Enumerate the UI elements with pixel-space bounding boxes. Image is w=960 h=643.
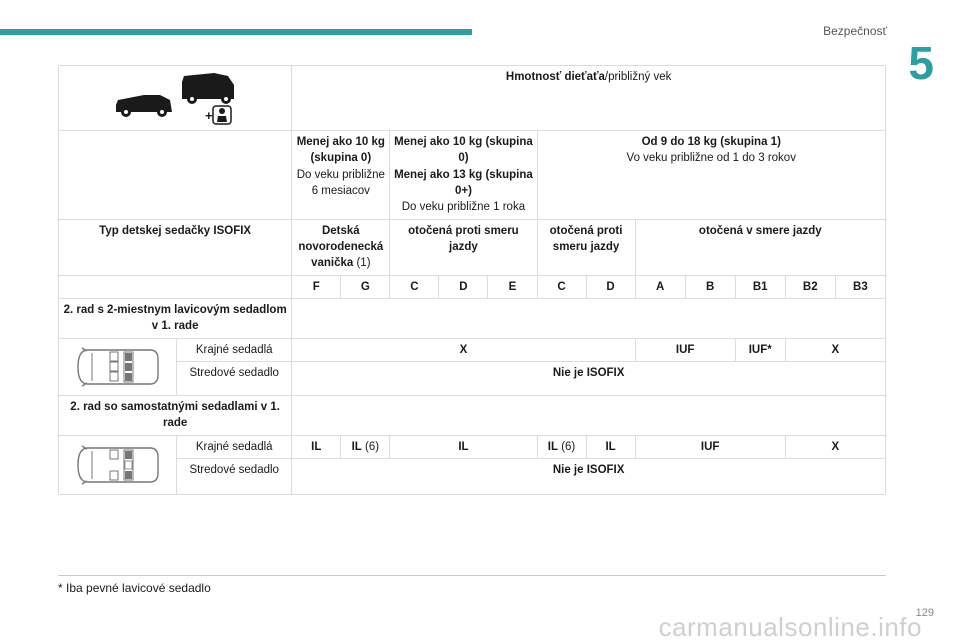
cell-value: X xyxy=(785,338,885,361)
cell-value: IUF* xyxy=(735,338,785,361)
page-number: 129 xyxy=(915,607,934,619)
type-forward-facing: otočená v smere jazdy xyxy=(635,219,885,275)
footnote-divider xyxy=(58,575,886,576)
size-class: B xyxy=(685,275,735,298)
group-0: Menej ako 10 kg (skupina 0) Do veku približne 6 mesiacov xyxy=(292,131,390,220)
cell-value: IL (6) xyxy=(537,435,586,458)
chapter-number: 5 xyxy=(908,37,934,89)
middle-seat-label: Stredové sedadlo xyxy=(177,458,292,494)
middle-seat-label: Stredové sedadlo xyxy=(177,361,292,395)
size-class: D xyxy=(439,275,488,298)
size-class: C xyxy=(537,275,586,298)
size-class-row xyxy=(59,275,886,298)
cell-value: X xyxy=(785,435,885,458)
cell-value: IL xyxy=(292,435,341,458)
size-class: B2 xyxy=(785,275,835,298)
vehicles-child-icon xyxy=(110,70,240,126)
section-row-individual xyxy=(59,395,886,435)
table-header-row xyxy=(59,66,886,131)
seat-type-row xyxy=(59,219,886,275)
cell-value: IL (6) xyxy=(341,435,390,458)
watermark: carmanualsonline.info xyxy=(658,612,922,642)
section-title-bench: 2. rad s 2-miestnym lavicovým sedadlom v 1. rade xyxy=(59,298,292,338)
van-top-view-bench-icon xyxy=(74,345,162,389)
size-class: F xyxy=(292,275,341,298)
section-title: Bezpečnosť xyxy=(823,24,887,38)
weight-age-header: Hmotnosť dieťaťa/približný vek xyxy=(292,66,886,131)
size-class: C xyxy=(390,275,439,298)
section-title-individual: 2. rad so samostatnými sedadlami v 1. rade xyxy=(59,395,292,435)
cell-value: IUF xyxy=(635,338,735,361)
cell-value: IL xyxy=(390,435,537,458)
cell-value: Nie je ISOFIX xyxy=(292,361,886,395)
chapter-accent-bar xyxy=(0,29,472,35)
size-class: B3 xyxy=(835,275,885,298)
svg-text:+: + xyxy=(205,108,213,123)
seat-type-label: Typ detskej sedačky ISOFIX xyxy=(59,219,292,275)
size-class: B1 xyxy=(735,275,785,298)
middle-seat-row-individual xyxy=(59,458,886,494)
type-rear-facing-1: otočená proti smeru jazdy xyxy=(390,219,537,275)
section-row-bench xyxy=(59,298,886,338)
type-rear-facing-2: otočená proti smeru jazdy xyxy=(537,219,635,275)
group-row xyxy=(59,131,886,220)
isofix-table xyxy=(58,65,886,495)
van-top-view-individual-icon xyxy=(74,443,162,487)
vehicle-icons-cell xyxy=(59,66,292,131)
outer-seats-label: Krajné sedadlá xyxy=(177,435,292,458)
cell-value: X xyxy=(292,338,635,361)
type-carrycot: Detská novorodenecká vanička (1) xyxy=(292,219,390,275)
size-class: D xyxy=(586,275,635,298)
outer-seats-label: Krajné sedadlá xyxy=(177,338,292,361)
vehicle-diagram-bench xyxy=(59,338,177,395)
group-1: Od 9 do 18 kg (skupina 1) Vo veku približne od 1 do 3 rokov xyxy=(537,131,886,220)
cell-value: Nie je ISOFIX xyxy=(292,458,886,494)
group-0plus: Menej ako 10 kg (skupina 0) Menej ako 13 kg (skupina 0+) Do veku približne 1 roka xyxy=(390,131,537,220)
outer-seats-row-bench xyxy=(59,338,886,361)
vehicle-diagram-individual xyxy=(59,435,177,494)
outer-seats-row-individual xyxy=(59,435,886,458)
middle-seat-row-bench xyxy=(59,361,886,395)
size-class: A xyxy=(635,275,685,298)
footnote: * Iba pevné lavicové sedadlo xyxy=(58,581,211,595)
size-class: G xyxy=(341,275,390,298)
size-class: E xyxy=(488,275,537,298)
cell-value: IUF xyxy=(635,435,785,458)
cell-value: IL xyxy=(586,435,635,458)
